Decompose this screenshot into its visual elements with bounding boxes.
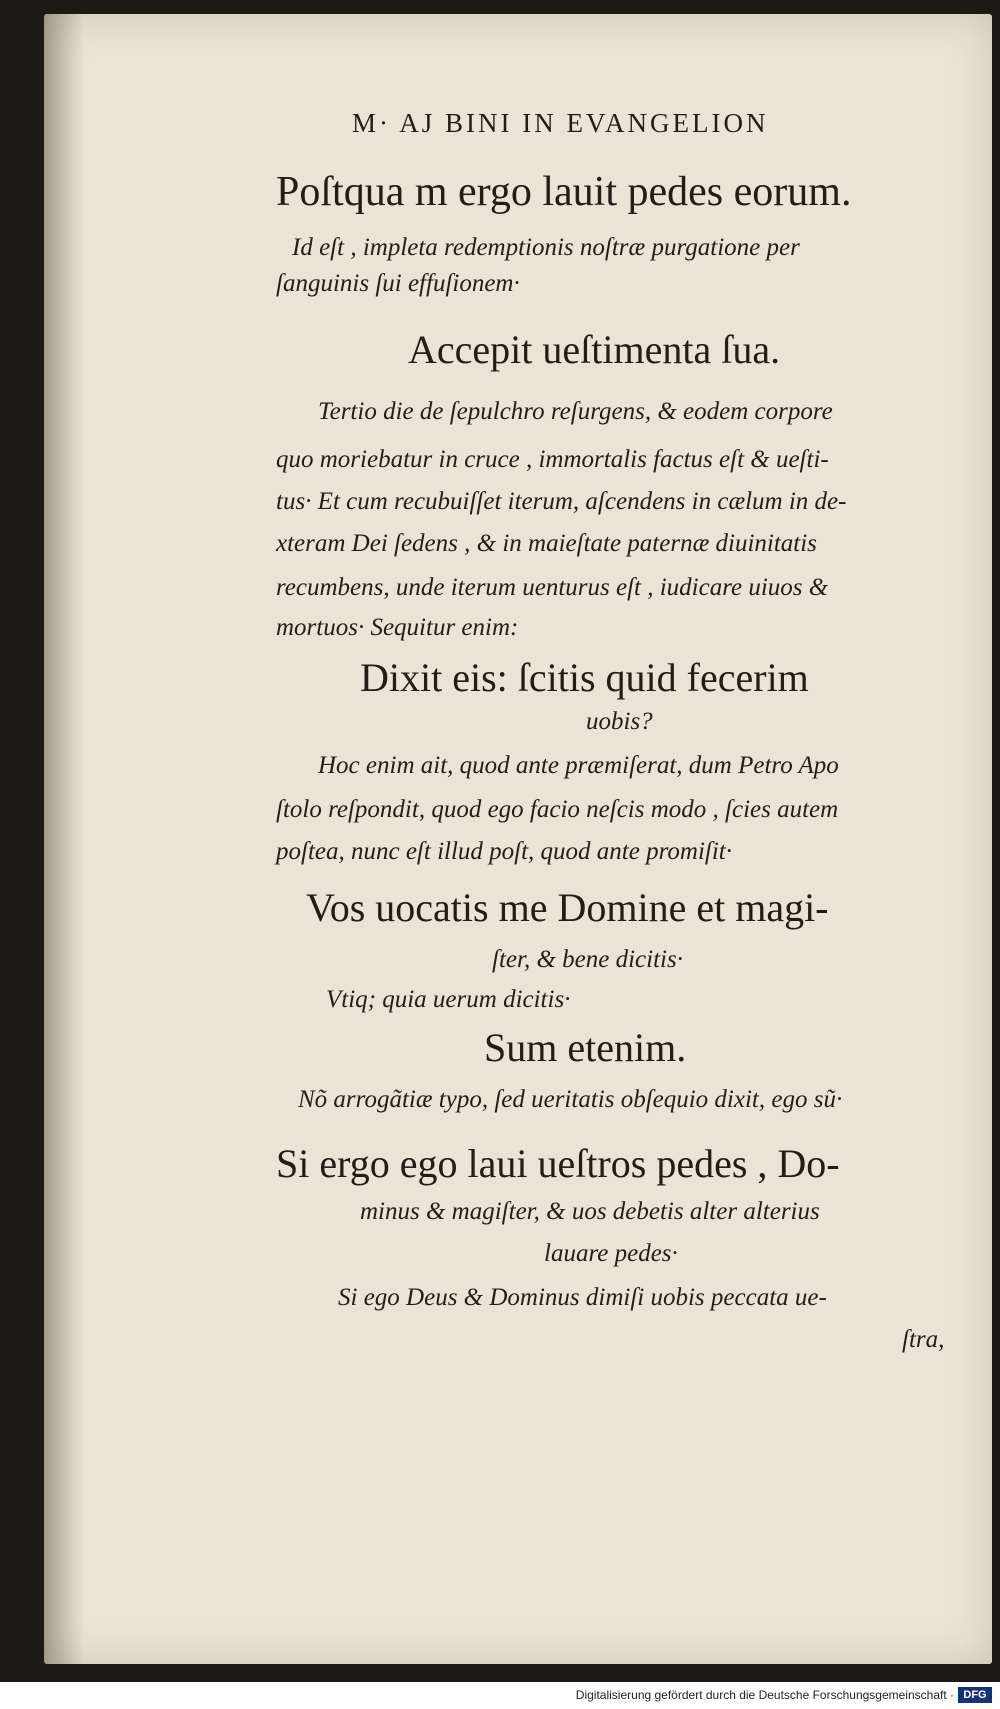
text-line: ſter, & bene dicitis· [492, 946, 683, 973]
text-line: uobis? [586, 708, 653, 735]
text-line: mortuos· Sequitur enim: [276, 614, 519, 641]
text-line: Vtiq; quia uerum dicitis· [326, 986, 571, 1013]
text-line: minus & magiſter, & uos debetis alter alterius [360, 1198, 820, 1225]
text-line: Hoc enim ait, quod ante præmiſerat, dum Petro Apo [318, 752, 839, 779]
text-line: recumbens, unde iterum uenturus eſt , iudicare uiuos & [276, 574, 829, 601]
heading-si-ergo: Si ergo ego laui ueſtros pedes , Do- [276, 1141, 840, 1186]
text-line: quo moriebatur in cruce , immortalis factus eſt & ueſti- [276, 446, 829, 473]
heading-dixit: Dixit eis: ſcitis quid fecerim [360, 655, 809, 700]
text-line: tus· Et cum recubuiſſet iterum, aſcendens in cælum in de- [276, 488, 847, 515]
text-line: Si ego Deus & Dominus dimiſi uobis peccata ue- [338, 1284, 827, 1311]
text-line: ſtra, [902, 1326, 945, 1353]
text-line: ſtolo reſpondit, quod ego facio neſcis modo , ſcies autem [276, 796, 839, 823]
heading-accepit: Accepit ueſtimenta ſua. [408, 327, 781, 372]
heading-vos-uocatis: Vos uocatis me Domine et magi- [306, 885, 829, 930]
text-line: lauare pedes· [544, 1240, 678, 1267]
text-line: ſanguinis ſui effuſionem· [276, 270, 520, 297]
footer-credit: Digitalisierung gefördert durch die Deutsche Forschungsgemeinschaft · [575, 1688, 954, 1702]
text-line: xteram Dei ſedens , & in maieſtate paternæ diuinitatis [276, 530, 817, 557]
dfg-logo: DFG [958, 1687, 992, 1703]
text-line: Nõ arrogãtiæ typo, ſed ueritatis obſequio dixit, ego sũ· [298, 1086, 843, 1113]
text-line: Id eſt , impleta redemptionis noſtræ purgatione per [292, 234, 800, 261]
running-head: M· AJ BINI IN EVANGELION [352, 108, 769, 138]
page-gutter-shadow [44, 14, 84, 1664]
text-line: Tertio die de ſepulchro reſurgens, & eodem corpore [318, 398, 833, 425]
heading-postquam: Poſtqua m ergo lauit pedes eorum. [276, 169, 852, 215]
heading-sum-etenim: Sum etenim. [484, 1025, 687, 1070]
text-line: poſtea, nunc eſt illud poſt, quod ante promiſit· [276, 838, 732, 865]
